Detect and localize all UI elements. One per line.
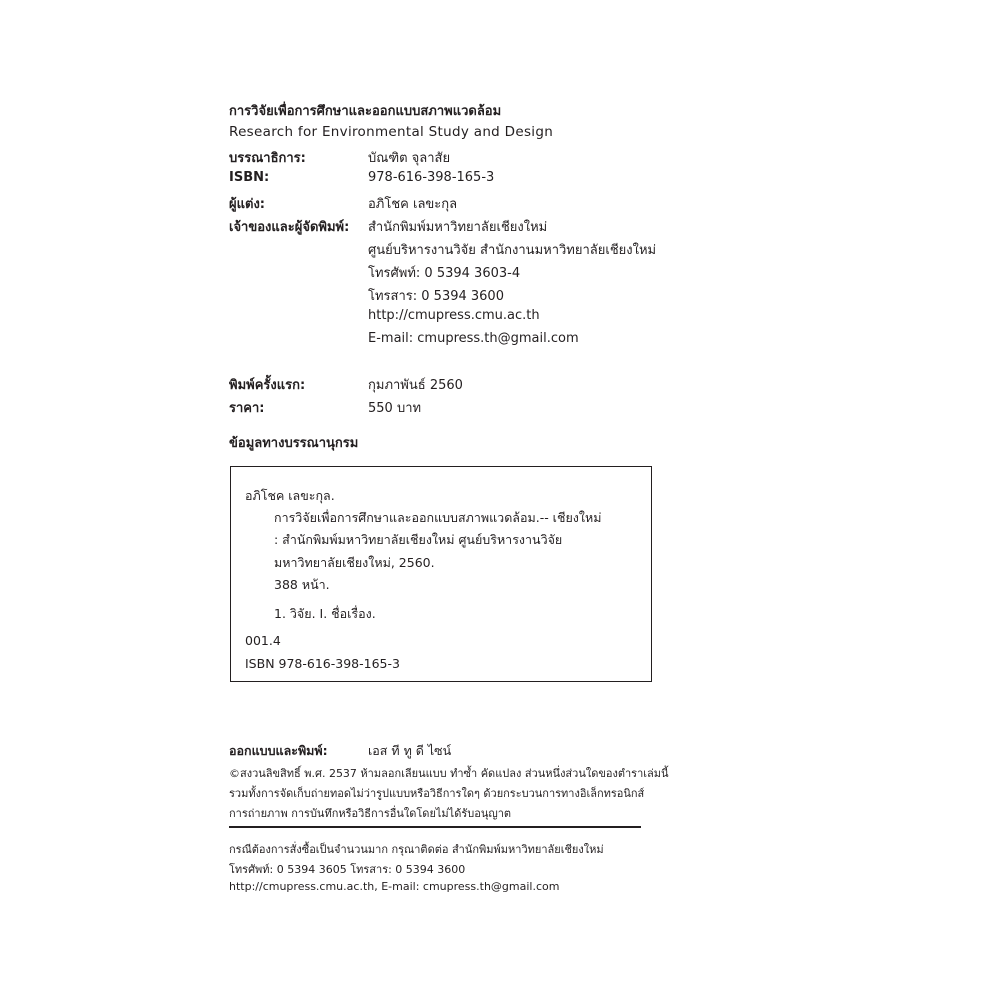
publisher-fax: โทรสาร: 0 5394 3600	[368, 289, 504, 304]
design-label: ออกแบบและพิมพ์:	[229, 743, 328, 758]
catalog-classification: 001.4	[245, 633, 281, 648]
publisher-phone: โทรศัพท์: 0 5394 3603-4	[368, 266, 521, 281]
catalog-title-line: การวิจัยเพื่อการศึกษาและออกแบบสภาพแวดล้อม.-- เชียงใหม่	[274, 510, 602, 525]
publisher-website: http://cmupress.cmu.ac.th	[368, 308, 540, 323]
catalog-heading: ข้อมูลทางบรรณานุกรม	[229, 436, 359, 451]
publisher-line: ศูนย์บริหารงานวิจัย สำนักงานมหาวิทยาลัยเชียงใหม่	[368, 243, 657, 258]
catalog-pages: 388 หน้า.	[274, 577, 330, 592]
first-print-label: พิมพ์ครั้งแรก:	[229, 378, 306, 393]
footer-web-email: http://cmupress.cmu.ac.th, E-mail: cmupress.th@gmail.com	[229, 880, 560, 893]
publisher-label: เจ้าของและผู้จัดพิมพ์:	[229, 220, 350, 235]
price-label: ราคา:	[229, 401, 265, 416]
catalog-isbn: ISBN 978-616-398-165-3	[245, 656, 400, 671]
isbn-label: ISBN:	[229, 170, 270, 185]
catalog-subjects: 1. วิจัย. I. ชื่อเรื่อง.	[274, 606, 376, 621]
catalog-author: อภิโชค เลขะกุล.	[245, 488, 335, 503]
footer-phone-fax: โทรศัพท์: 0 5394 3605 โทรสาร: 0 5394 3600	[229, 863, 466, 876]
footer-order-note: กรณีต้องการสั่งซื้อเป็นจำนวนมาก กรุณาติดต่อ สำนักพิมพ์มหาวิทยาลัยเชียงใหม่	[229, 843, 604, 856]
editor-label: บรรณาธิการ:	[229, 151, 306, 166]
book-title-english: Research for Environmental Study and Design	[229, 124, 554, 140]
copyright-line: การถ่ายภาพ การบันทึกหรือวิธีการอื่นใดโดยไม่ได้รับอนุญาต	[229, 807, 512, 820]
author-value: อภิโชค เลขะกุล	[368, 197, 458, 212]
catalog-title-line: มหาวิทยาลัยเชียงใหม่, 2560.	[274, 555, 435, 570]
copyright-line: รวมทั้งการจัดเก็บถ่ายทอดไม่ว่ารูปแบบหรือวิธีการใดๆ ด้วยกระบวนการทางอิเล็กทรอนิกส์	[229, 787, 645, 800]
price-value: 550 บาท	[368, 401, 422, 416]
publisher-line: สำนักพิมพ์มหาวิทยาลัยเชียงใหม่	[368, 220, 548, 235]
design-value: เอส ที ทู ดี ไซน์	[368, 743, 452, 758]
copyright-line: ©สงวนลิขสิทธิ์ พ.ศ. 2537 ห้ามลอกเลียนแบบ ทำซ้ำ คัดแปลง ส่วนหนึ่งส่วนใดของตำราเล่มนี้	[229, 767, 669, 780]
author-label: ผู้แต่ง:	[229, 197, 265, 212]
catalog-title-line: : สำนักพิมพ์มหาวิทยาลัยเชียงใหม่ ศูนย์บริหารงานวิจัย	[274, 532, 563, 547]
book-title-thai: การวิจัยเพื่อการศึกษาและออกแบบสภาพแวดล้อม	[229, 104, 502, 119]
isbn-value: 978-616-398-165-3	[368, 170, 495, 185]
footer-divider	[229, 826, 641, 828]
first-print-value: กุมภาพันธ์ 2560	[368, 378, 463, 393]
catalog-box	[230, 466, 652, 682]
publisher-email: E-mail: cmupress.th@gmail.com	[368, 331, 579, 346]
editor-value: บัณฑิต จุลาสัย	[368, 151, 451, 166]
